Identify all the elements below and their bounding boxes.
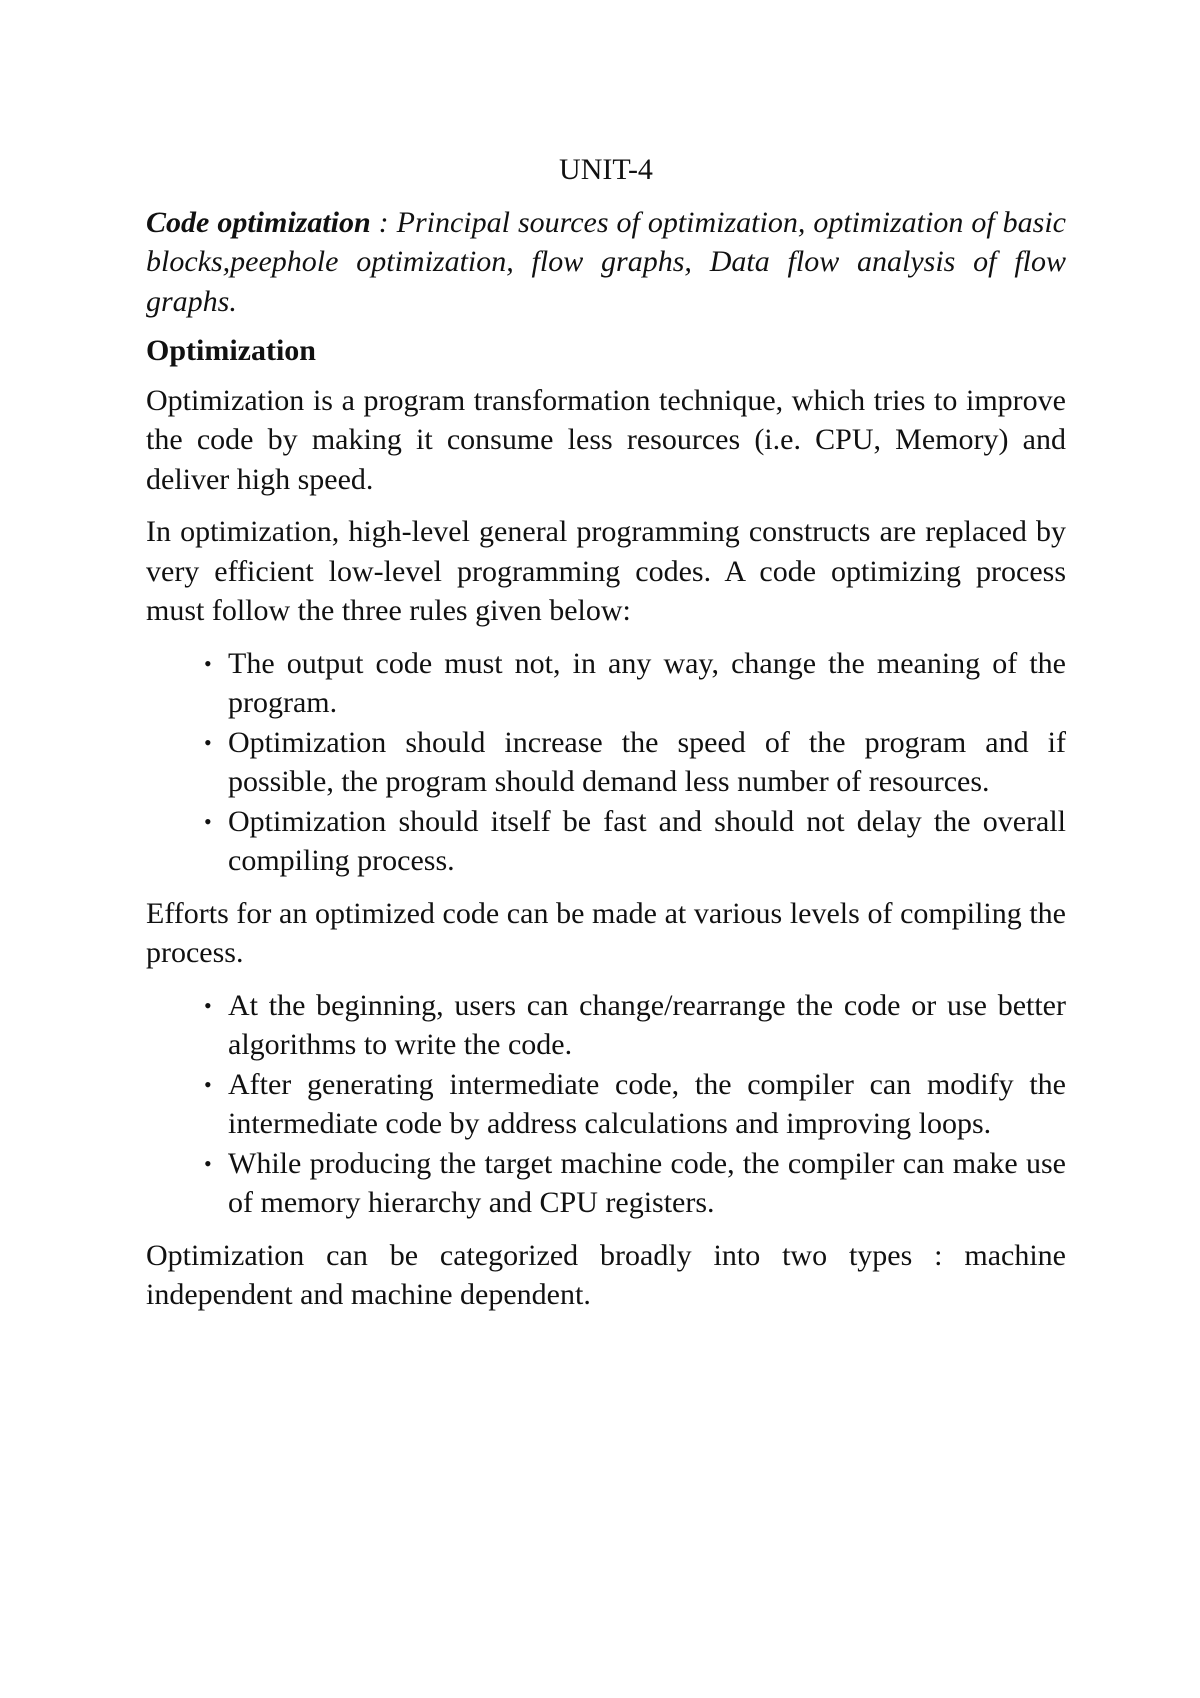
bullet-icon: • xyxy=(204,650,212,676)
bullet-icon: • xyxy=(204,729,212,755)
bullet-icon: • xyxy=(204,808,212,834)
document-content xyxy=(146,150,1066,1328)
unit-title: UNIT-4 xyxy=(559,153,653,186)
syllabus-topics: : Principal sources of optimization, optimization of basic blocks,peephole optimization, flow graphs, Data flow analysis of flow graphs. xyxy=(146,205,1066,318)
list-item-text: Optimization should itself be fast and should not delay the overall compiling process. xyxy=(228,804,1066,877)
levels-intro-paragraph: Efforts for an optimized code can be made at various levels of compiling the process. xyxy=(146,896,1066,969)
categories-paragraph: Optimization can be categorized broadly into two types : machine independent and machine dependent. xyxy=(146,1238,1066,1311)
bullet-icon: • xyxy=(204,1071,212,1097)
definition-paragraph: Optimization is a program transformation technique, which tries to improve the code by making it consume less resources (i.e. CPU, Memory) and deliver high speed. xyxy=(146,383,1066,496)
list-item xyxy=(204,723,1066,802)
syllabus-paragraph xyxy=(146,203,1066,322)
list-item-text: Optimization should increase the speed of the program and if possible, the program should demand less number of resources. xyxy=(228,725,1066,798)
list-item xyxy=(204,1144,1066,1223)
levels-list xyxy=(146,986,1066,1223)
list-item-text: At the beginning, users can change/rearrange the code or use better algorithms to write the code. xyxy=(228,988,1066,1061)
list-item xyxy=(204,1065,1066,1144)
list-item xyxy=(204,986,1066,1065)
syllabus-lead: Code optimization xyxy=(146,205,371,239)
section-heading: Optimization xyxy=(146,334,316,367)
list-item-text: While producing the target machine code, the compiler can make use of memory hierarchy and CPU registers. xyxy=(228,1146,1066,1219)
list-item xyxy=(204,802,1066,881)
list-item-text: The output code must not, in any way, change the meaning of the program. xyxy=(228,646,1066,719)
list-item xyxy=(204,644,1066,723)
rules-list xyxy=(146,644,1066,881)
bullet-icon: • xyxy=(204,992,212,1018)
rules-intro-paragraph: In optimization, high-level general programming constructs are replaced by very efficient low-level programming codes. A code optimizing process must follow the three rules given below: xyxy=(146,515,1066,627)
list-item-text: After generating intermediate code, the compiler can modify the intermediate code by address calculations and improving loops. xyxy=(228,1067,1066,1140)
bullet-icon: • xyxy=(204,1150,212,1176)
